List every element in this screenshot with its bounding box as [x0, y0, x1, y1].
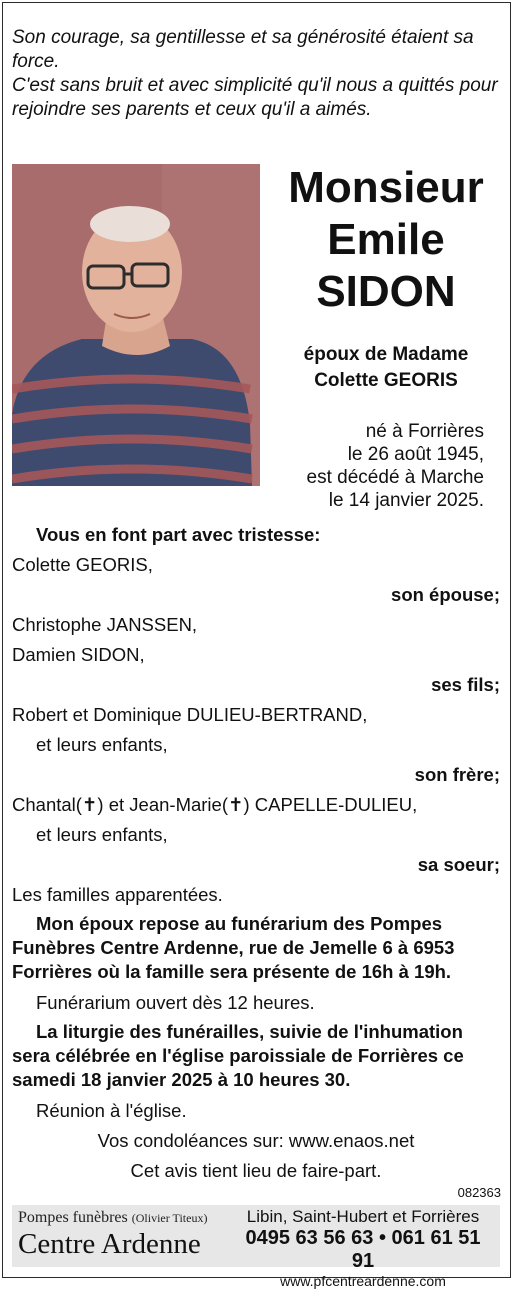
- family-line: et leurs enfants,: [36, 824, 168, 845]
- family-line: Colette GEORIS,: [12, 554, 153, 575]
- birth-line: né à Forrières: [365, 421, 484, 442]
- liturgy-paragraph: [12, 1020, 500, 1092]
- death-line: le 14 janvier 2025.: [328, 490, 484, 511]
- birth-line: le 26 août 1945,: [347, 444, 484, 465]
- towns: Libin, Saint-Hubert et Forrières: [246, 1207, 480, 1226]
- para-line: Forrières où la famille sera présente de 16h à 19h.: [12, 961, 452, 982]
- funerarium-paragraph: [12, 912, 500, 984]
- para-line: La liturgie des funérailles, suivie de l'inhumation: [36, 1021, 463, 1042]
- announce-heading: Vous en font part avec tristesse:: [36, 524, 321, 545]
- portrait-photo: [12, 164, 260, 486]
- funerarium-hours: Funérarium ouvert dès 12 heures.: [36, 992, 315, 1013]
- notice-line: Cet avis tient lieu de faire-part.: [130, 1160, 382, 1181]
- deceased-name: [268, 162, 504, 318]
- birth-death-info: [268, 420, 484, 512]
- reference-number: 082363: [457, 1185, 501, 1200]
- condolences-line: Vos condoléances sur: www.enaos.net: [97, 1130, 415, 1151]
- para-line: Mon époux repose au funérarium des Pompes: [36, 913, 443, 934]
- relation-label: son épouse;: [391, 584, 500, 605]
- family-line: Christophe JANSSEN,: [12, 614, 198, 635]
- para-line: samedi 18 janvier 2025 à 10 heures 30.: [12, 1069, 351, 1090]
- announcement-body: [12, 520, 500, 1186]
- family-line: Damien SIDON,: [12, 644, 145, 665]
- funeral-home-name: [18, 1209, 207, 1261]
- spouse-line: époux de Madame: [303, 344, 469, 365]
- title-line: Monsieur: [288, 163, 484, 212]
- family-line: Chantal(✝) et Jean-Marie(✝) CAPELLE-DULIEU,: [12, 794, 418, 815]
- website-link[interactable]: www.pfcentreardenne.com: [280, 1273, 446, 1289]
- subtitle-owner: (Olivier Titeux): [131, 1211, 208, 1225]
- relation-label: ses fils;: [431, 674, 500, 695]
- relation-label: son frère;: [414, 764, 500, 785]
- last-name: SIDON: [316, 267, 456, 316]
- family-line: Robert et Dominique DULIEU-BERTRAND,: [12, 704, 368, 725]
- phone-numbers: 0495 63 56 63 • 061 61 51 91: [245, 1227, 481, 1272]
- intro-quote: [12, 26, 502, 122]
- family-line: et leurs enfants,: [36, 734, 168, 755]
- funeral-home-title: Centre Ardenne: [18, 1228, 201, 1260]
- spouse-info: [268, 342, 504, 394]
- funeral-home-subtitle: [18, 1209, 207, 1227]
- funeral-home-banner: [12, 1205, 500, 1289]
- subtitle-text: Pompes funèbres: [18, 1209, 128, 1226]
- para-line: sera célébrée en l'église paroissiale de Forrières ce: [12, 1045, 464, 1066]
- first-name: Emile: [327, 215, 445, 264]
- relation-label: sa soeur;: [417, 854, 500, 875]
- family-line: Les familles apparentées.: [12, 884, 223, 905]
- spouse-line: Colette GEORIS: [314, 370, 458, 391]
- death-line: est décédé à Marche: [306, 467, 484, 488]
- intro-line: Son courage, sa gentillesse et sa générosité étaient sa force.: [12, 27, 474, 72]
- intro-line: C'est sans bruit et avec simplicité qu'il nous a quittés pour rejoindre ses parents et ceux qu'il a aimés.: [12, 75, 498, 120]
- funeral-home-contact: [232, 1207, 494, 1289]
- reunion-note: Réunion à l'église.: [36, 1100, 187, 1121]
- para-line: Funèbres Centre Ardenne, rue de Jemelle 6 à 6953: [12, 937, 455, 958]
